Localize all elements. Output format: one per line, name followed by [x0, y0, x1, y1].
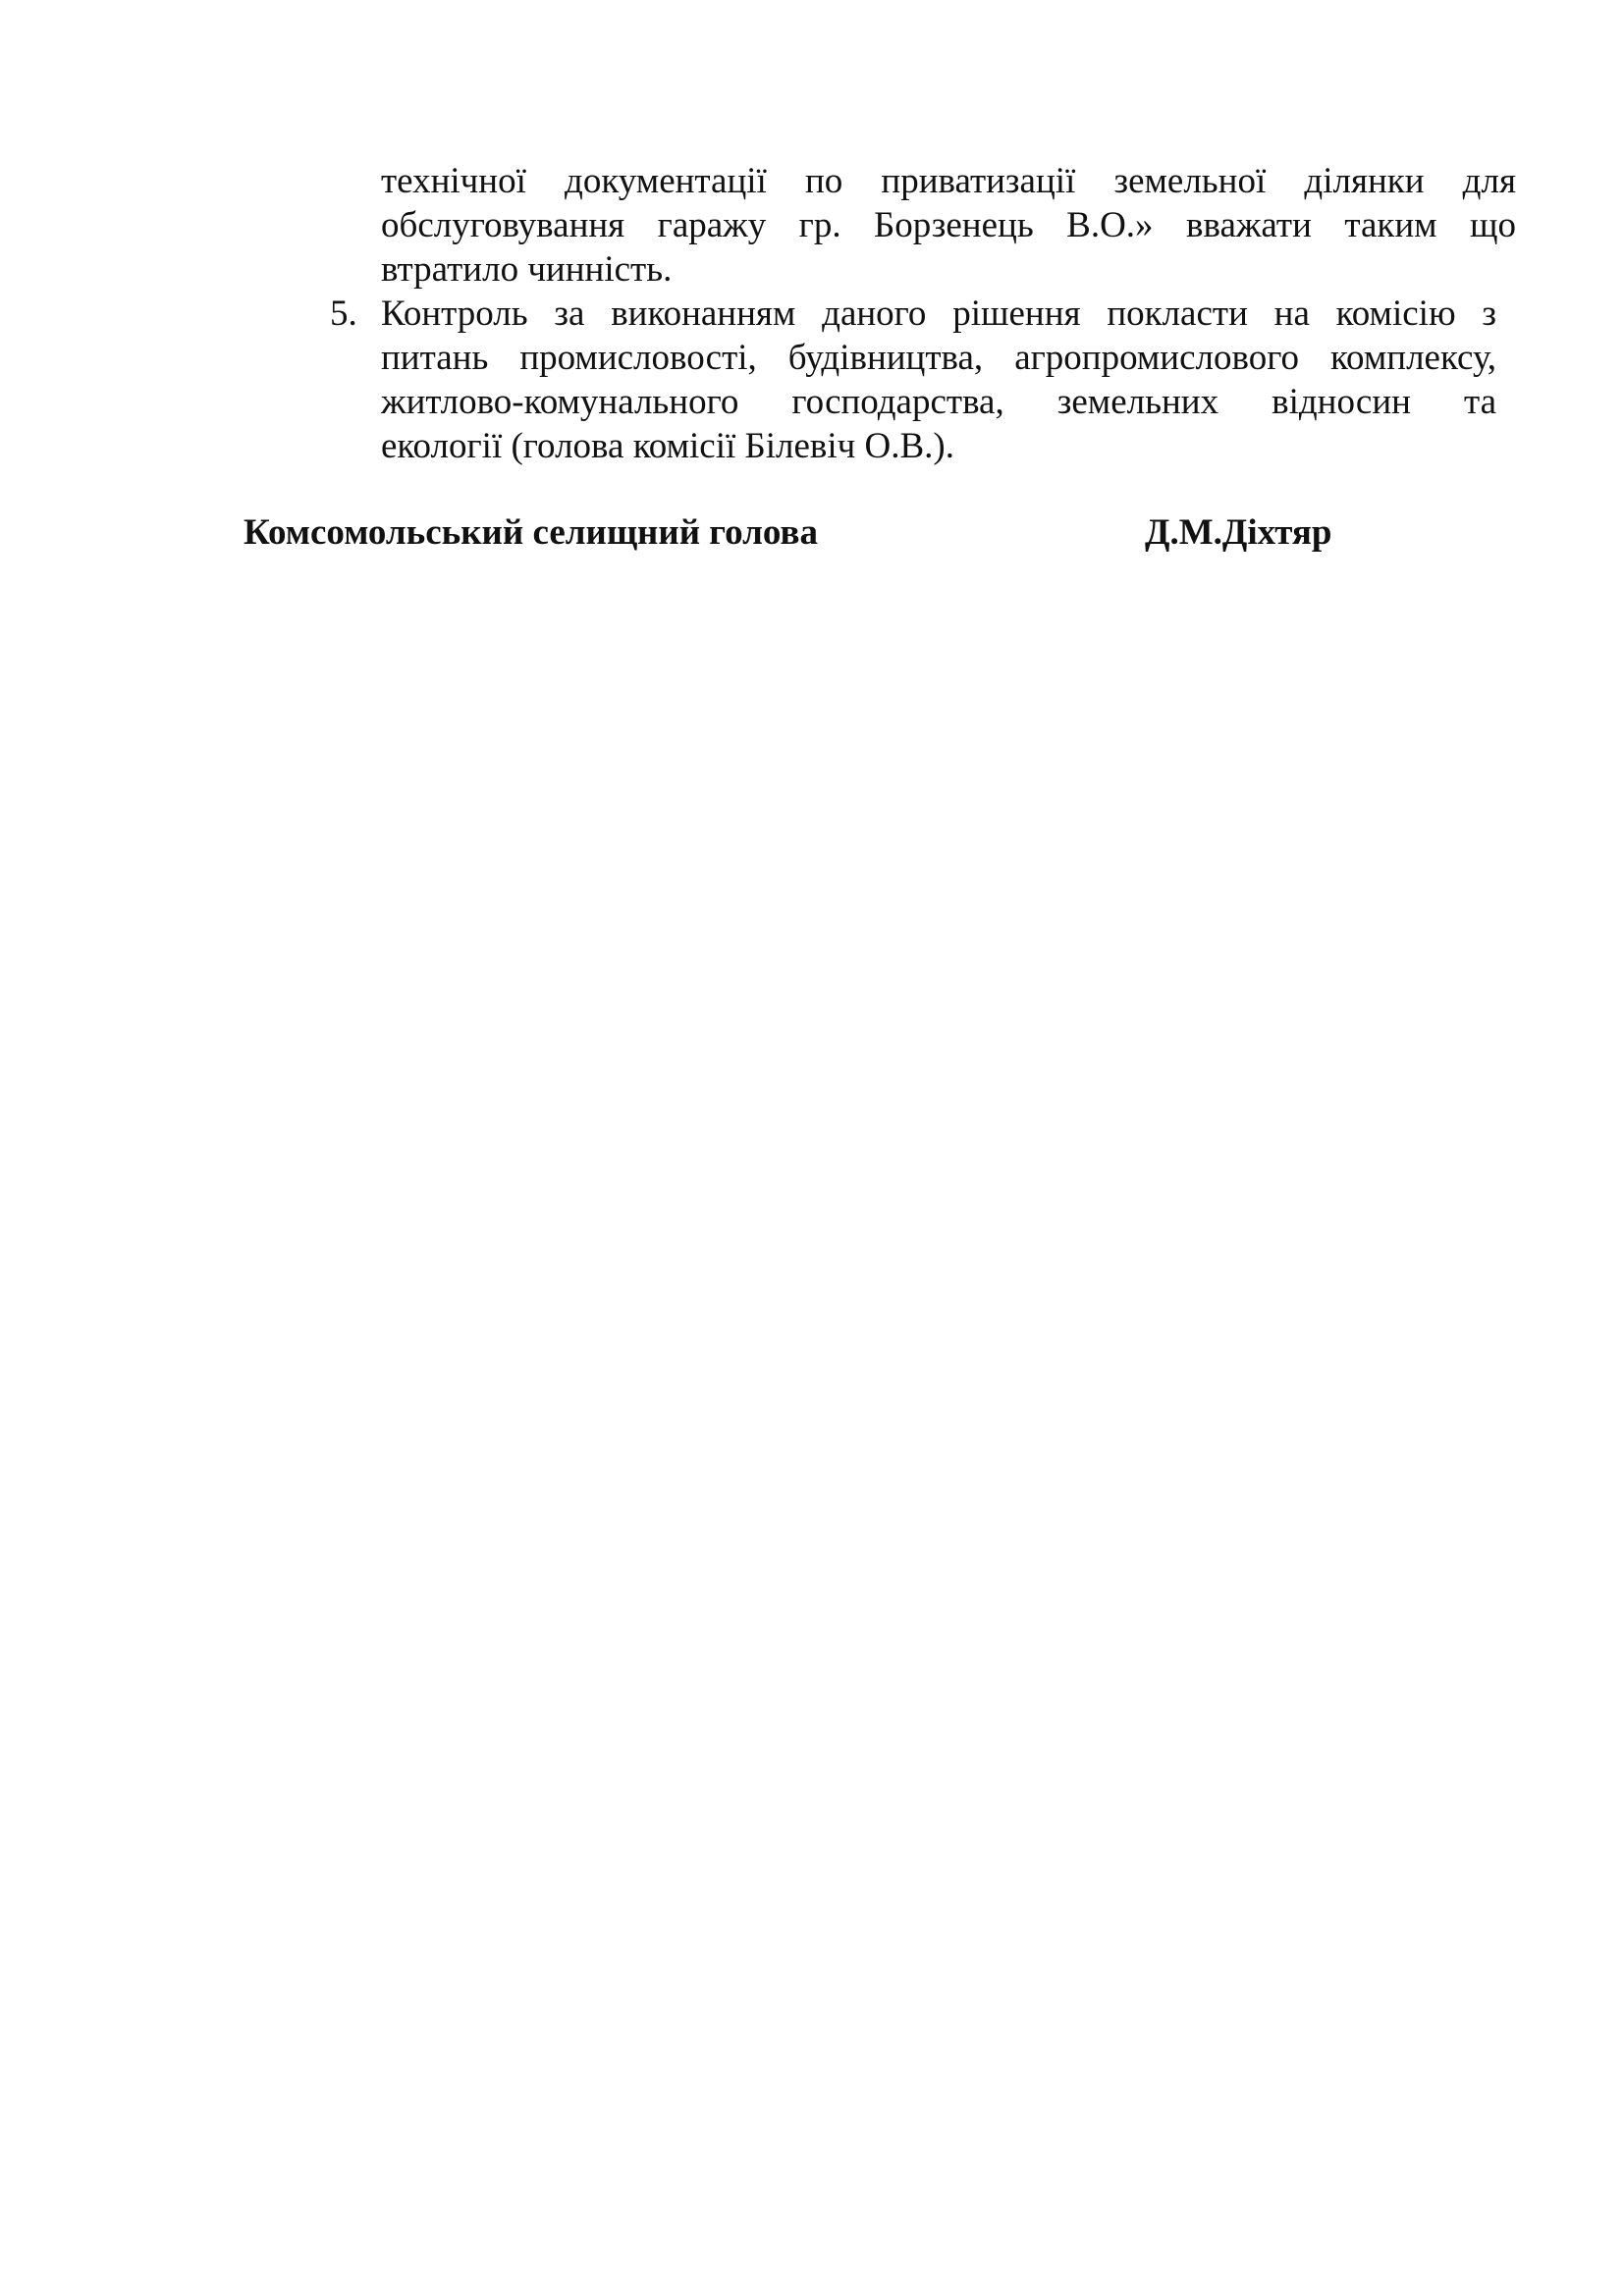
item-5-number: 5. [330, 294, 357, 334]
item-4-line-3: втратило чинність. [381, 249, 673, 290]
item-5-line-3: житлово-комунального господарства, земельних відносин та [381, 382, 1496, 422]
item-5-line-1: Контроль за виконанням даного рішення покласти на комісію з [381, 294, 1496, 334]
item-5-line-2: питань промисловості, будівництва, агропромислового комплексу, [381, 338, 1496, 378]
item-4-line-2: обслуговування гаражу гр. Борзенець В.О.» вважати таким що [381, 205, 1516, 245]
item-4-line-1: технічної документації по приватизації земельної ділянки для [381, 161, 1516, 201]
signature-name: Д.М.Діхтяр [1145, 512, 1332, 553]
signature-title: Комсомольський селищний голова [244, 512, 818, 553]
item-5-line-4: екології (голова комісії Білевіч О.В.). [381, 426, 954, 466]
